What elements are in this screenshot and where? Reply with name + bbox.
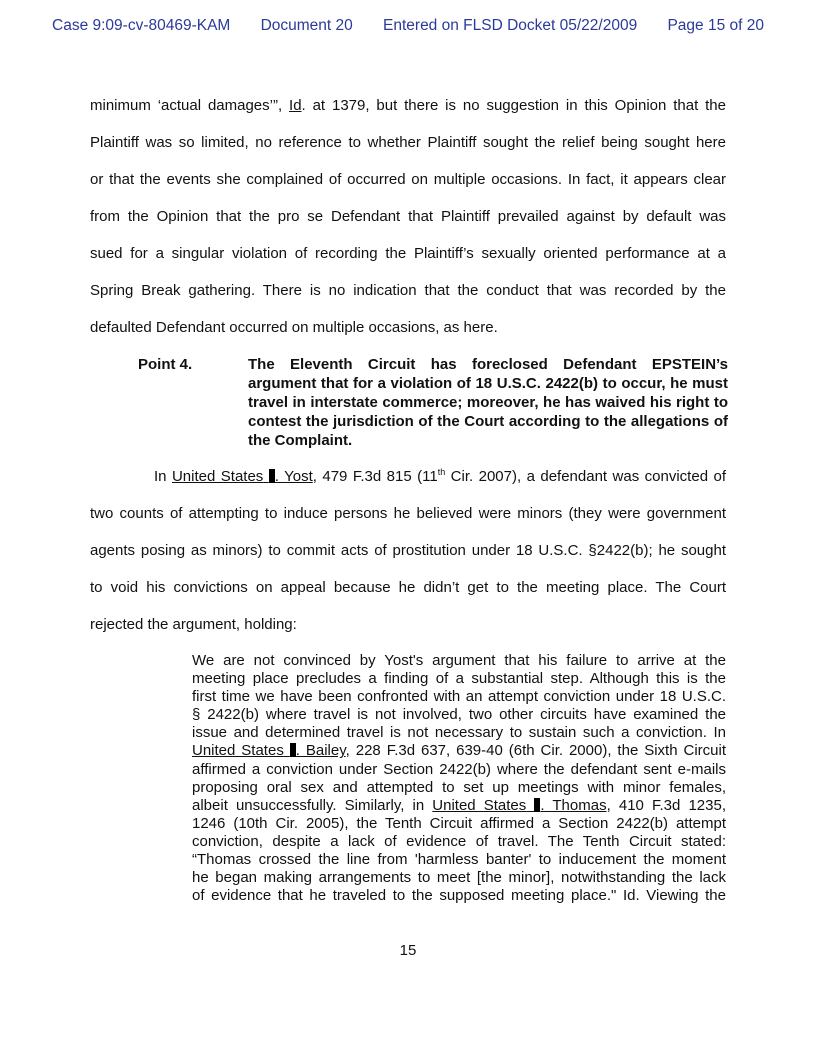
page-indicator: Page 15 of 20 <box>667 17 764 34</box>
quote-line: 1246 (10th Cir. 2005), the Tenth Circuit affirmed a Section 2422(b) attempt <box>192 814 726 832</box>
case-number: Case 9:09-cv-80469-KAM <box>52 17 231 34</box>
text-line: to void his convictions on appeal because he didn’t get to the meeting place. The Court <box>90 579 726 596</box>
text-line: In United States . Yost, 479 F.3d 815 (11th Cir. 2007), a defendant was convicted of <box>154 467 726 485</box>
paragraph-1 <box>90 87 726 346</box>
text-line: two counts of attempting to induce persons he believed were minors (they were government <box>90 505 726 522</box>
text-line: rejected the argument, holding: <box>90 616 297 633</box>
quote-line: United States . Bailey, 228 F.3d 637, 639-40 (6th Cir. 2000), the Sixth Circuit <box>192 742 727 760</box>
quote-line: § 2422(b) where travel is not involved, two other circuits have examined the <box>192 706 726 724</box>
docket-entry: Entered on FLSD Docket 05/22/2009 <box>383 17 638 34</box>
paragraph-2 <box>90 458 726 643</box>
quote-line: affirmed a conviction under Section 2422(b) where the defendant sent e-mails <box>192 760 726 778</box>
text-line: from the Opinion that the pro se Defendant that Plaintiff prevailed against by default was <box>90 208 726 225</box>
text-line: Spring Break gathering. There is no indication that the conduct that was recorded by the <box>90 282 726 299</box>
quote-line: “Thomas crossed the line from 'harmless banter' to inducement the moment <box>192 851 726 869</box>
quote-line: We are not convinced by Yost's argument that his failure to arrive at the <box>192 652 726 669</box>
document-number: Document 20 <box>260 17 353 34</box>
quote-line: he began making arrangements to meet [the minor], notwithstanding the lack <box>192 869 726 887</box>
point-heading-text: The Eleventh Circuit has foreclosed Defendant EPSTEIN’s argument that for a violation of 18 U.S.C. 2422(b) to occur, he must travel in interstate commerce; moreover, he has waived his right to contest the jurisdiction of the Court according to the allegations of the Complaint. <box>248 356 728 449</box>
case-citation-thomas: United States . Thomas <box>432 796 607 814</box>
text-line: agents posing as minors) to commit acts of prostitution under 18 U.S.C. §2422(b); he sought <box>90 542 726 559</box>
quote-line: conviction, despite a lack of evidence of travel. The Tenth Circuit stated: <box>192 832 726 850</box>
text-line: Plaintiff was so limited, no reference to whether Plaintiff sought the relief being sought here <box>90 134 726 151</box>
text-line: or that the events she complained of occurred on multiple occasions. In fact, it appears clear <box>90 171 726 188</box>
case-citation-bailey: United States . Bailey <box>192 742 346 760</box>
quote-line: issue and determined travel is not necessary to sustain such a conviction. In <box>192 724 726 742</box>
quote-line: of evidence that he traveled to the supposed meeting place." Id. Viewing the <box>192 887 726 905</box>
quote-line: proposing oral sex and attempted to set up meetings with minor females, <box>192 778 726 796</box>
quote-line: first time we have been confronted with an attempt conviction under 18 U.S.C. <box>192 688 726 706</box>
text-line: sued for a singular violation of recording the Plaintiff’s sexually oriented performance at a <box>90 245 726 262</box>
quote-line: albeit unsuccessfully. Similarly, in United States . Thomas, 410 F.3d 1235, <box>192 796 726 814</box>
point-heading <box>138 355 728 450</box>
point-label: Point 4. <box>138 356 193 373</box>
docket-header <box>52 17 764 35</box>
id-citation: Id <box>289 97 302 114</box>
text-line: defaulted Defendant occurred on multiple occasions, as here. <box>90 319 498 336</box>
block-quote <box>192 652 726 905</box>
page-number: 15 <box>399 942 417 959</box>
quote-line: meeting place precludes a finding of a substantial step. Although this is the <box>192 670 726 688</box>
text-line: minimum ‘actual damages’”, Id. at 1379, but there is no suggestion in this Opinion that the <box>90 97 726 114</box>
case-citation-yost: United States . Yost <box>171 468 313 485</box>
